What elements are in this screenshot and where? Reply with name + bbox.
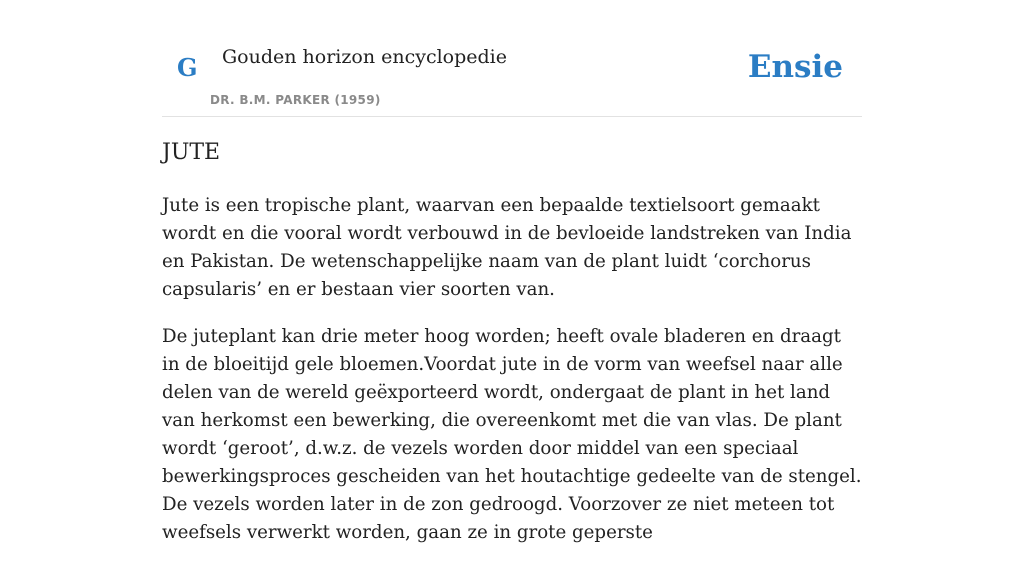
- brand-logo[interactable]: Ensie: [747, 49, 843, 85]
- header: [162, 0, 862, 117]
- paragraph-1: Jute is een tropische plant, waarvan een bepaalde textielsoort gemaakt wordt en die vooral wordt verbouwd in de bevloeide landstreken van India en Pakistan. De wetenschappelijke naam van de plant luidt ‘corchorus capsularis’ en er bestaan vier soorten van.: [162, 195, 852, 300]
- paragraph-2: De juteplant kan drie meter hoog worden; heeft ovale bladeren en draagt in de bloeitijd gele bloemen.Voordat jute in de vorm van weefsel naar alle delen van de wereld geëxporteerd wordt, ondergaat de plant in het land van herkomst een bewerking, die overeenkomt met die van vlas. De plant wordt ‘geroot’, d.w.z. de vezels worden door middel van een speciaal bewerkingsproces gescheiden van het houtachtige gedeelte van de stengel. De vezels worden later in de zon gedroogd. Voorzover ze niet meteen tot weefsels verwerkt worden, gaan ze in grote geperste: [162, 326, 862, 543]
- entry-title: JUTE: [162, 140, 221, 165]
- content-container: [162, 0, 862, 543]
- entry-body: [162, 192, 862, 566]
- author-label: DR. B.M. PARKER (1959): [210, 93, 381, 107]
- source-logo[interactable]: G: [177, 53, 198, 82]
- book-title[interactable]: Gouden horizon encyclopedie: [222, 46, 507, 68]
